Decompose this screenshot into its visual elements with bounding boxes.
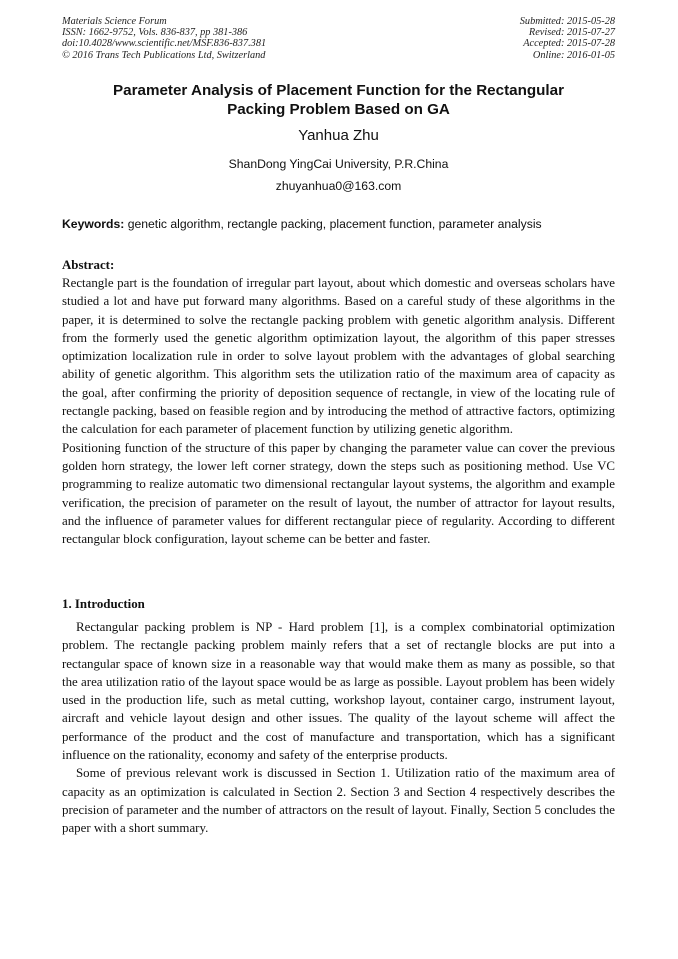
journal-issn: ISSN: 1662-9752, Vols. 836-837, pp 381-386 xyxy=(62,27,248,39)
journal-name: Materials Science Forum xyxy=(62,16,167,27)
abstract-paragraph-2: Positioning function of the structure of this paper by changing the parameter value can cover the previous golden horn strategy, the lower left corner strategy, down the steps such as positioning method. Use VC programming to realize automatic two dimensional rectangular layout systems, the algorithm and example verification, the precision of parameter on the result of layout, the number of attractor for layout results, and the influence of parameter values for different rectangular piece of regularity. According to different rectangular block configuration, layout scheme can be better and faster. xyxy=(62,440,615,547)
journal-doi: doi:10.4028/www.scientific.net/MSF.836-837.381 xyxy=(62,38,267,50)
keywords-label: Keywords: xyxy=(62,217,125,231)
abstract-body xyxy=(62,274,615,548)
date-accepted: Accepted: 2015-07-28 xyxy=(523,38,615,50)
keywords-text: genetic algorithm, rectangle packing, placement function, parameter analysis xyxy=(124,217,542,231)
author-affiliation: ShanDong YingCai University, P.R.China xyxy=(228,157,449,171)
abstract-heading: Abstract: xyxy=(62,258,115,272)
title-line-1: Parameter Analysis of Placement Function for the Rectangular xyxy=(113,82,564,99)
introduction-paragraph-2: Some of previous relevant work is discussed in Section 1. Utilization ratio of the maximum area of capacity as an optimization is calculated in Section 2. Section 3 and Section 4 respectively describes the precision of parameter and the number of attractors on the result of layout. Finally, Section 5 concludes the paper with a short summary. xyxy=(62,766,615,836)
journal-copyright: © 2016 Trans Tech Publications Ltd, Switzerland xyxy=(62,49,266,61)
date-online: Online: 2016-01-05 xyxy=(532,49,615,61)
introduction-heading: 1. Introduction xyxy=(62,597,145,611)
date-submitted: Submitted: 2015-05-28 xyxy=(519,16,615,27)
introduction-paragraph-1: Rectangular packing problem is NP - Hard problem [1], is a complex combinatorial optimization problem. The rectangle packing problem mainly refers that a set of rectangle blocks are put into a rectangular space of known size in a reasonable way that would make them as many as possible, so that the area utilization ratio of the layout space would be as large as possible. Layout problem has been widely used in the production life, such as metal cutting, workshop layout, container cargo, instrument layout, aircraft and vehicle layout design and other issues. The quality of the layout scheme will affect the performance of the product and the cost of manufacture and transportation, which has a significant influence on the rationality, economy and safety of the enterprise products. xyxy=(62,620,615,763)
journal-info xyxy=(62,16,266,61)
title-line-2: Packing Problem Based on GA xyxy=(227,101,450,118)
publication-dates xyxy=(520,16,615,61)
keywords xyxy=(62,217,615,232)
introduction-body xyxy=(62,618,615,838)
paper-title xyxy=(62,81,615,119)
abstract-paragraph-1: Rectangle part is the foundation of irregular part layout, about which domestic and overseas scholars have studied a lot and have put forward many algorithms. Based on a careful study of these algorithms in the paper, it is determined to solve the rectangle packing problem with genetic algorithm analysis. Different from the formerly used the genetic algorithm optimization layout, the algorithm of this paper stresses optimization localization rule in order to solve layout problem with the advantages of global searching ability of genetic algorithm. This algorithm sets the utilization ratio of the maximum area of capacity as the goal, after confirming the priority of deposition sequence of rectangle, in view of the locating rule of rectangle packing, based on feasible region and by introducing the method of attractive factors, optimizing the calculation for each parameter of placement function by utilizing genetic algorithm. xyxy=(62,276,615,437)
date-revised: Revised: 2015-07-27 xyxy=(528,27,615,39)
author-name: Yanhua Zhu xyxy=(298,127,379,144)
author-email: zhuyanhua0@163.com xyxy=(275,179,402,193)
